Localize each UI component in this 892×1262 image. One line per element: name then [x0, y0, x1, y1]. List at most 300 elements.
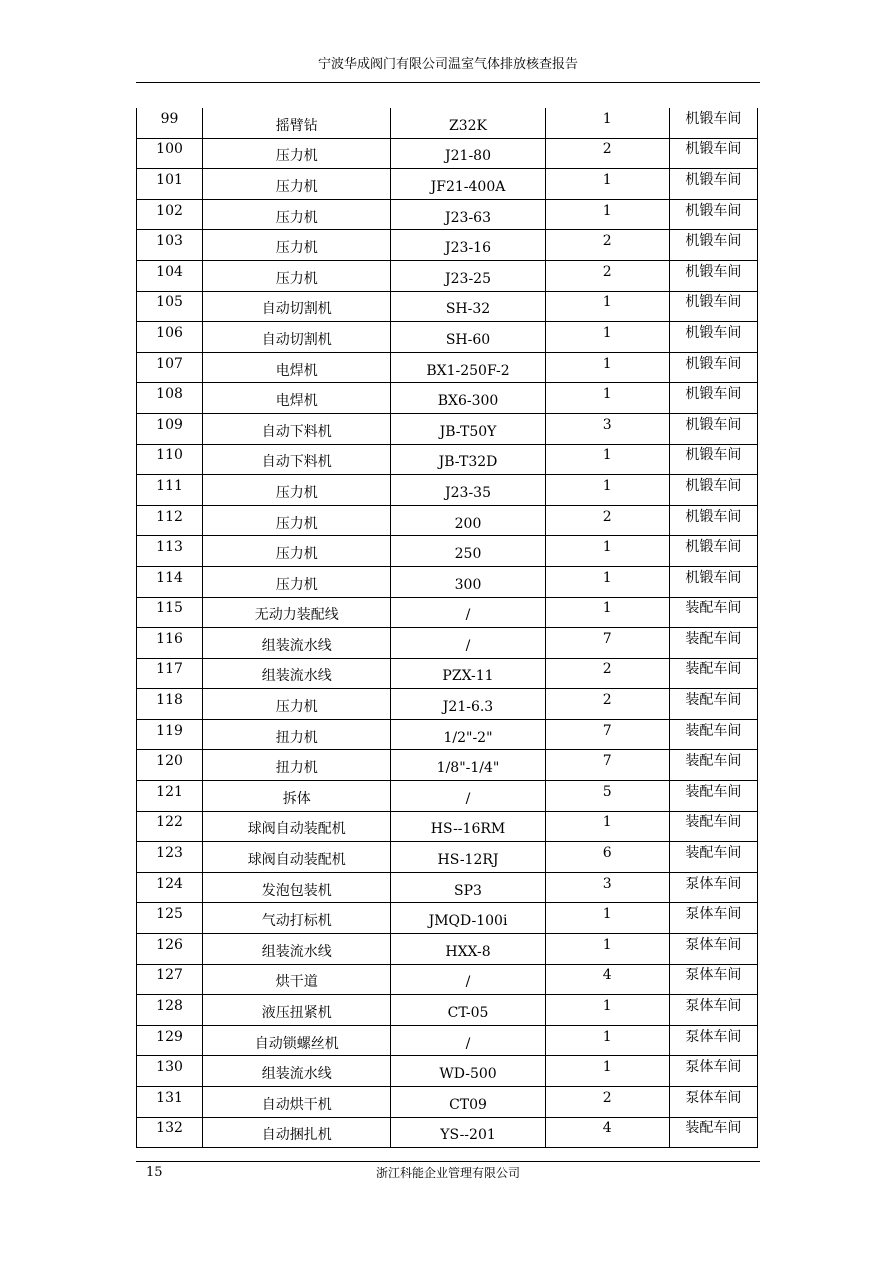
cell-quantity-text: 2 — [602, 692, 612, 709]
footer-divider — [136, 1161, 760, 1162]
cell-model-text: JF21-400A — [430, 178, 506, 195]
cell-location-text: 机锻车间 — [685, 202, 742, 219]
cell-location-text: 机锻车间 — [685, 355, 742, 372]
table-row — [137, 566, 758, 597]
cell-quantity-text: 7 — [602, 753, 612, 770]
cell-number-text: 110 — [156, 447, 183, 464]
table-row — [137, 1087, 758, 1118]
cell-location — [669, 475, 757, 506]
table-row — [137, 230, 758, 261]
cell-quantity-text: 1 — [602, 600, 612, 617]
cell-equipment-name-text: 自动切割机 — [261, 331, 332, 348]
equipment-table — [136, 108, 758, 1148]
cell-model-text: 1/2"-2" — [443, 729, 493, 746]
cell-number-text: 118 — [156, 692, 183, 709]
cell-location — [669, 597, 757, 628]
cell-location-text: 装配车间 — [685, 722, 742, 739]
cell-quantity-text: 1 — [602, 998, 612, 1015]
cell-location-text: 泵体车间 — [685, 967, 742, 984]
cell-location — [669, 260, 757, 291]
cell-quantity-text: 5 — [602, 783, 612, 800]
cell-location — [669, 505, 757, 536]
cell-model — [391, 1025, 545, 1056]
table-row — [137, 536, 758, 567]
cell-number — [137, 689, 203, 720]
cell-quantity-text: 1 — [602, 324, 612, 341]
cell-equipment-name-text: 电焊机 — [275, 393, 318, 410]
cell-equipment-name-text: 无动力装配线 — [254, 607, 339, 624]
cell-quantity — [545, 903, 669, 934]
cell-location — [669, 658, 757, 689]
cell-location-text: 泵体车间 — [685, 936, 742, 953]
cell-equipment-name — [203, 781, 391, 812]
cell-model-text: / — [465, 637, 471, 654]
cell-quantity — [545, 413, 669, 444]
cell-location-text: 装配车间 — [685, 630, 742, 647]
cell-number-text: 122 — [156, 814, 183, 831]
cell-quantity — [545, 230, 669, 261]
cell-model — [391, 108, 545, 138]
cell-equipment-name-text: 自动烘干机 — [261, 1096, 332, 1113]
cell-location-text: 机锻车间 — [685, 294, 742, 311]
cell-location-text: 泵体车间 — [685, 906, 742, 923]
cell-quantity — [545, 1056, 669, 1087]
cell-quantity — [545, 138, 669, 169]
cell-location — [669, 903, 757, 934]
cell-location — [669, 842, 757, 873]
table-row — [137, 199, 758, 230]
cell-location-text: 泵体车间 — [685, 1028, 742, 1045]
cell-equipment-name — [203, 383, 391, 414]
cell-number — [137, 781, 203, 812]
cell-number — [137, 291, 203, 322]
cell-model-text: BX6-300 — [437, 393, 499, 410]
cell-equipment-name-text: 组装流水线 — [261, 668, 332, 685]
cell-model — [391, 750, 545, 781]
cell-equipment-name-text: 自动捆扎机 — [261, 1127, 332, 1144]
cell-number — [137, 260, 203, 291]
cell-quantity — [545, 750, 669, 781]
cell-number-text: 102 — [156, 202, 183, 219]
cell-location — [669, 383, 757, 414]
cell-number — [137, 475, 203, 506]
cell-location-text: 装配车间 — [685, 600, 742, 617]
cell-number — [137, 597, 203, 628]
cell-quantity — [545, 842, 669, 873]
cell-location — [669, 1056, 757, 1087]
table-row — [137, 842, 758, 873]
page-number: 15 — [146, 1165, 163, 1180]
cell-number — [137, 536, 203, 567]
cell-model — [391, 322, 545, 353]
cell-quantity — [545, 536, 669, 567]
cell-number — [137, 811, 203, 842]
cell-number — [137, 199, 203, 230]
cell-quantity-text: 1 — [602, 202, 612, 219]
cell-location-text: 机锻车间 — [685, 263, 742, 280]
cell-location — [669, 413, 757, 444]
cell-equipment-name — [203, 230, 391, 261]
cell-location-text: 装配车间 — [685, 661, 742, 678]
cell-location-text: 机锻车间 — [685, 386, 742, 403]
cell-location — [669, 199, 757, 230]
cell-quantity — [545, 628, 669, 659]
cell-model — [391, 1087, 545, 1118]
cell-quantity-text: 1 — [602, 1059, 612, 1076]
cell-model-text: SH-60 — [445, 331, 491, 348]
cell-model-text: JB-T32D — [438, 454, 498, 471]
cell-location — [669, 750, 757, 781]
cell-number — [137, 138, 203, 169]
cell-equipment-name-text: 球阀自动装配机 — [247, 821, 346, 838]
cell-quantity — [545, 566, 669, 597]
table-row — [137, 475, 758, 506]
cell-model-text: HS-12RJ — [437, 852, 499, 869]
cell-equipment-name-text: 压力机 — [275, 178, 318, 195]
cell-location-text: 机锻车间 — [685, 171, 742, 188]
cell-equipment-name-text: 组装流水线 — [261, 943, 332, 960]
cell-quantity — [545, 352, 669, 383]
cell-quantity — [545, 597, 669, 628]
cell-equipment-name-text: 压力机 — [275, 515, 318, 532]
cell-number-text: 116 — [156, 630, 183, 647]
cell-number-text: 132 — [156, 1120, 183, 1137]
cell-quantity-text: 2 — [602, 1089, 612, 1106]
cell-number — [137, 444, 203, 475]
cell-number-text: 103 — [156, 233, 183, 250]
cell-quantity — [545, 1025, 669, 1056]
cell-equipment-name — [203, 934, 391, 965]
cell-location — [669, 108, 757, 138]
cell-equipment-name-text: 扭力机 — [275, 760, 318, 777]
cell-location-text: 装配车间 — [685, 1120, 742, 1137]
cell-model — [391, 169, 545, 200]
cell-model-text: / — [465, 1035, 471, 1052]
cell-quantity — [545, 964, 669, 995]
cell-equipment-name-text: 自动切割机 — [261, 301, 332, 318]
cell-equipment-name — [203, 352, 391, 383]
cell-model — [391, 138, 545, 169]
cell-location — [669, 1025, 757, 1056]
table-row — [137, 352, 758, 383]
cell-model-text: J23-16 — [445, 240, 491, 257]
cell-equipment-name — [203, 199, 391, 230]
cell-model — [391, 230, 545, 261]
cell-model — [391, 1117, 545, 1148]
cell-equipment-name — [203, 995, 391, 1026]
cell-model — [391, 934, 545, 965]
cell-model-text: J23-35 — [445, 484, 491, 501]
cell-equipment-name — [203, 260, 391, 291]
cell-quantity-text: 1 — [602, 386, 612, 403]
cell-quantity — [545, 658, 669, 689]
cell-location-text: 装配车间 — [685, 753, 742, 770]
cell-quantity-text: 7 — [602, 722, 612, 739]
cell-model — [391, 413, 545, 444]
cell-model — [391, 658, 545, 689]
cell-model-text: 250 — [454, 546, 482, 563]
cell-model-text: / — [465, 607, 471, 624]
cell-number-text: 128 — [156, 998, 183, 1015]
cell-location-text: 机锻车间 — [685, 141, 742, 158]
cell-equipment-name-text: 烘干道 — [275, 974, 318, 991]
cell-equipment-name — [203, 750, 391, 781]
cell-equipment-name — [203, 628, 391, 659]
cell-model — [391, 811, 545, 842]
cell-equipment-name — [203, 1117, 391, 1148]
cell-equipment-name — [203, 1056, 391, 1087]
cell-model — [391, 842, 545, 873]
cell-model — [391, 444, 545, 475]
cell-equipment-name-text: 摇臂钻 — [275, 117, 318, 134]
cell-location-text: 泵体车间 — [685, 875, 742, 892]
cell-equipment-name — [203, 964, 391, 995]
table-row — [137, 260, 758, 291]
cell-quantity-text: 1 — [602, 294, 612, 311]
cell-location-text: 机锻车间 — [685, 110, 742, 127]
cell-equipment-name — [203, 138, 391, 169]
cell-number-text: 105 — [156, 294, 183, 311]
cell-model-text: BX1-250F-2 — [426, 362, 510, 379]
cell-number-text: 127 — [156, 967, 183, 984]
cell-number-text: 99 — [160, 110, 179, 127]
cell-equipment-name — [203, 413, 391, 444]
cell-number-text: 129 — [156, 1028, 183, 1045]
cell-quantity — [545, 322, 669, 353]
cell-equipment-name — [203, 719, 391, 750]
cell-number-text: 124 — [156, 875, 183, 892]
cell-equipment-name-text: 压力机 — [275, 270, 318, 287]
cell-number — [137, 995, 203, 1026]
cell-number — [137, 1087, 203, 1118]
cell-quantity-text: 7 — [602, 630, 612, 647]
cell-location-text: 机锻车间 — [685, 569, 742, 586]
cell-number-text: 114 — [156, 569, 183, 586]
cell-model-text: 1/8"-1/4" — [436, 760, 500, 777]
cell-model — [391, 1056, 545, 1087]
cell-model — [391, 566, 545, 597]
cell-quantity — [545, 291, 669, 322]
cell-number-text: 108 — [156, 386, 183, 403]
cell-model-text: J23-25 — [445, 270, 491, 287]
cell-equipment-name — [203, 475, 391, 506]
cell-model-text: JMQD-100i — [428, 913, 508, 930]
table-row — [137, 750, 758, 781]
cell-model-text: J23-63 — [445, 209, 491, 226]
cell-equipment-name-text: 压力机 — [275, 240, 318, 257]
cell-location-text: 机锻车间 — [685, 416, 742, 433]
footer-company: 浙江科能企业管理有限公司 — [375, 1166, 520, 1180]
cell-model-text: J21-6.3 — [442, 699, 494, 716]
cell-quantity-text: 4 — [602, 967, 612, 984]
cell-equipment-name — [203, 903, 391, 934]
cell-location-text: 泵体车间 — [685, 1059, 742, 1076]
cell-location — [669, 811, 757, 842]
cell-quantity — [545, 444, 669, 475]
table-row — [137, 1056, 758, 1087]
cell-model-text: HS--16RM — [430, 821, 506, 838]
table-row — [137, 1117, 758, 1148]
cell-equipment-name — [203, 842, 391, 873]
cell-model-text: JB-T50Y — [439, 423, 497, 440]
cell-number-text: 109 — [156, 416, 183, 433]
cell-quantity-text: 2 — [602, 233, 612, 250]
table-row — [137, 505, 758, 536]
cell-quantity-text: 1 — [602, 1028, 612, 1045]
cell-number-text: 111 — [156, 477, 183, 494]
cell-quantity — [545, 811, 669, 842]
cell-equipment-name — [203, 108, 391, 138]
cell-location — [669, 230, 757, 261]
cell-location-text: 装配车间 — [685, 783, 742, 800]
table-row — [137, 291, 758, 322]
cell-number-text: 104 — [156, 263, 183, 280]
cell-quantity — [545, 505, 669, 536]
cell-quantity — [545, 719, 669, 750]
cell-model — [391, 628, 545, 659]
cell-location — [669, 995, 757, 1026]
cell-location — [669, 352, 757, 383]
cell-equipment-name — [203, 1087, 391, 1118]
table-row — [137, 597, 758, 628]
cell-number-text: 130 — [156, 1059, 183, 1076]
cell-equipment-name — [203, 322, 391, 353]
table-row — [137, 719, 758, 750]
cell-location-text: 泵体车间 — [685, 998, 742, 1015]
cell-quantity-text: 1 — [602, 569, 612, 586]
cell-quantity-text: 1 — [602, 355, 612, 372]
table-row — [137, 1025, 758, 1056]
cell-number-text: 101 — [156, 171, 183, 188]
table-row — [137, 444, 758, 475]
cell-number — [137, 566, 203, 597]
cell-model — [391, 475, 545, 506]
cell-model — [391, 597, 545, 628]
cell-number — [137, 750, 203, 781]
cell-location-text: 装配车间 — [685, 692, 742, 709]
cell-model-text: 200 — [454, 515, 482, 532]
cell-number — [137, 903, 203, 934]
table-row — [137, 628, 758, 659]
cell-model-text: HXX-8 — [445, 943, 491, 960]
cell-number — [137, 872, 203, 903]
cell-equipment-name — [203, 597, 391, 628]
cell-number — [137, 352, 203, 383]
cell-location-text: 机锻车间 — [685, 477, 742, 494]
cell-equipment-name-text: 压力机 — [275, 576, 318, 593]
table-row — [137, 322, 758, 353]
cell-location — [669, 964, 757, 995]
table-row — [137, 903, 758, 934]
table-row — [137, 689, 758, 720]
cell-quantity-text: 2 — [602, 141, 612, 158]
cell-model — [391, 964, 545, 995]
cell-quantity — [545, 1087, 669, 1118]
cell-number — [137, 383, 203, 414]
cell-number — [137, 1056, 203, 1087]
cell-location — [669, 1087, 757, 1118]
cell-quantity-text: 2 — [602, 508, 612, 525]
table-row — [137, 995, 758, 1026]
cell-number-text: 107 — [156, 355, 183, 372]
cell-model — [391, 719, 545, 750]
cell-number — [137, 842, 203, 873]
cell-quantity — [545, 872, 669, 903]
page-header: 宁波华成阀门有限公司温室气体排放核查报告 — [317, 57, 578, 72]
cell-number — [137, 658, 203, 689]
cell-number — [137, 719, 203, 750]
cell-location-text: 机锻车间 — [685, 233, 742, 250]
cell-quantity-text: 2 — [602, 661, 612, 678]
cell-equipment-name-text: 压力机 — [275, 209, 318, 226]
cell-location — [669, 872, 757, 903]
cell-location — [669, 719, 757, 750]
cell-number-text: 125 — [156, 906, 183, 923]
cell-location — [669, 1117, 757, 1148]
table-row — [137, 964, 758, 995]
cell-quantity — [545, 689, 669, 720]
cell-model — [391, 995, 545, 1026]
cell-quantity — [545, 260, 669, 291]
cell-equipment-name-text: 压力机 — [275, 699, 318, 716]
cell-quantity — [545, 934, 669, 965]
cell-location-text: 装配车间 — [685, 845, 742, 862]
cell-quantity — [545, 199, 669, 230]
cell-equipment-name-text: 球阀自动装配机 — [247, 852, 346, 869]
cell-equipment-name — [203, 169, 391, 200]
cell-model-text: J21-80 — [445, 148, 491, 165]
cell-location — [669, 566, 757, 597]
table-row — [137, 383, 758, 414]
cell-quantity-text: 1 — [602, 447, 612, 464]
cell-equipment-name — [203, 658, 391, 689]
cell-number-text: 120 — [156, 753, 183, 770]
cell-location — [669, 934, 757, 965]
cell-equipment-name — [203, 444, 391, 475]
cell-quantity — [545, 108, 669, 138]
cell-quantity — [545, 995, 669, 1026]
cell-equipment-name-text: 拆体 — [282, 790, 311, 807]
cell-number — [137, 322, 203, 353]
cell-quantity-text: 1 — [602, 477, 612, 494]
table-row — [137, 872, 758, 903]
cell-number — [137, 505, 203, 536]
cell-model-text: Z32K — [449, 117, 488, 134]
cell-equipment-name — [203, 872, 391, 903]
table-row — [137, 138, 758, 169]
cell-location-text: 机锻车间 — [685, 447, 742, 464]
cell-quantity-text: 3 — [602, 416, 612, 433]
cell-location-text: 泵体车间 — [685, 1089, 742, 1106]
cell-equipment-name — [203, 291, 391, 322]
cell-number-text: 113 — [156, 539, 183, 556]
cell-location — [669, 138, 757, 169]
cell-equipment-name — [203, 566, 391, 597]
cell-number — [137, 108, 203, 138]
cell-quantity-text: 6 — [602, 845, 612, 862]
cell-number — [137, 934, 203, 965]
cell-number-text: 123 — [156, 845, 183, 862]
cell-quantity-text: 4 — [602, 1120, 612, 1137]
cell-model-text: 300 — [454, 576, 482, 593]
cell-model — [391, 383, 545, 414]
cell-equipment-name-text: 气动打标机 — [261, 913, 332, 930]
cell-quantity — [545, 1117, 669, 1148]
cell-equipment-name-text: 自动下料机 — [261, 423, 332, 440]
table-row — [137, 413, 758, 444]
cell-equipment-name-text: 压力机 — [275, 148, 318, 165]
cell-number — [137, 628, 203, 659]
